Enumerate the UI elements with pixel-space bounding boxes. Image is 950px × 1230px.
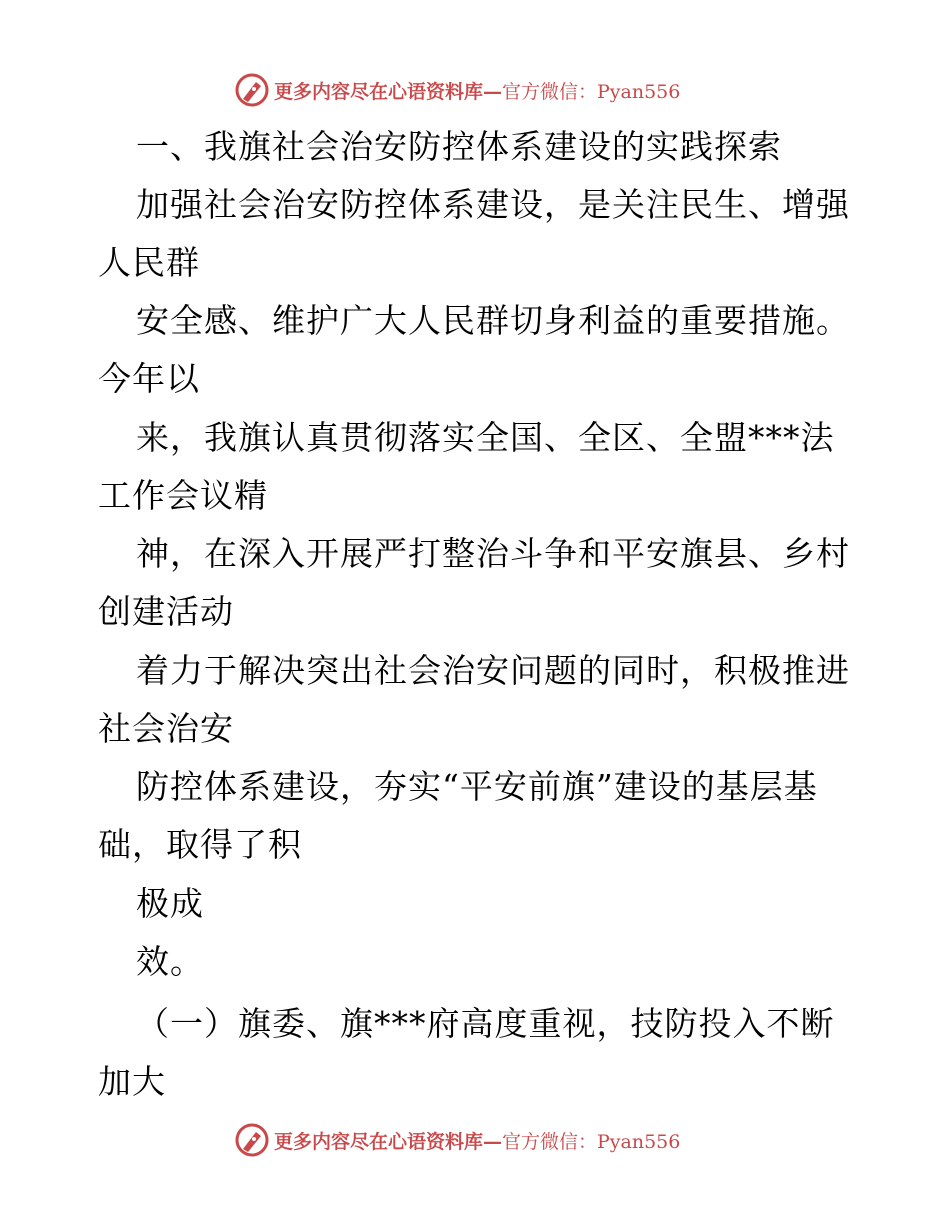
text-line: 安全感、维护广大人民群切身利益的重要措施。: [136, 301, 850, 340]
text-line: 创建活动: [98, 592, 234, 631]
text-line: 人民群: [98, 243, 200, 282]
text-line: 一、我旗社会治安防控体系建设的实践探索: [136, 127, 782, 166]
banner-text: 更多内容尽在心语资料库—: [274, 1130, 503, 1153]
text-line: （一）旗委、旗***府高度重视，技防投入不断: [136, 1004, 835, 1043]
banner-wechat: 官方微信：Pyan556: [502, 80, 681, 103]
text-line: 社会治安: [98, 709, 234, 748]
text-line: 今年以: [98, 359, 200, 398]
text-line: 效。: [136, 942, 204, 981]
text-line: 加大: [98, 1062, 166, 1101]
text-line: 防控体系建设，夯实“平安前旗”建设的基层基: [136, 767, 818, 806]
banner-text: 更多内容尽在心语资料库—: [274, 80, 503, 103]
text-line: 加强社会治安防控体系建设，是关注民生、增强: [136, 185, 850, 224]
text-line: 工作会议精: [98, 476, 268, 515]
text-line: 来，我旗认真贯彻落实全国、全区、全盟***法: [136, 418, 835, 457]
banner-wechat: 官方微信：Pyan556: [502, 1130, 681, 1153]
pen-nib-logo-icon: [234, 1122, 270, 1158]
footer-banner: [234, 1120, 680, 1160]
text-line: 础，取得了积: [98, 825, 302, 864]
text-line: 极成: [136, 884, 204, 923]
text-line: 着力于解决突出社会治安问题的同时，积极推进: [136, 651, 850, 690]
text-line: 神，在深入开展严打整治斗争和平安旗县、乡村: [136, 534, 850, 573]
